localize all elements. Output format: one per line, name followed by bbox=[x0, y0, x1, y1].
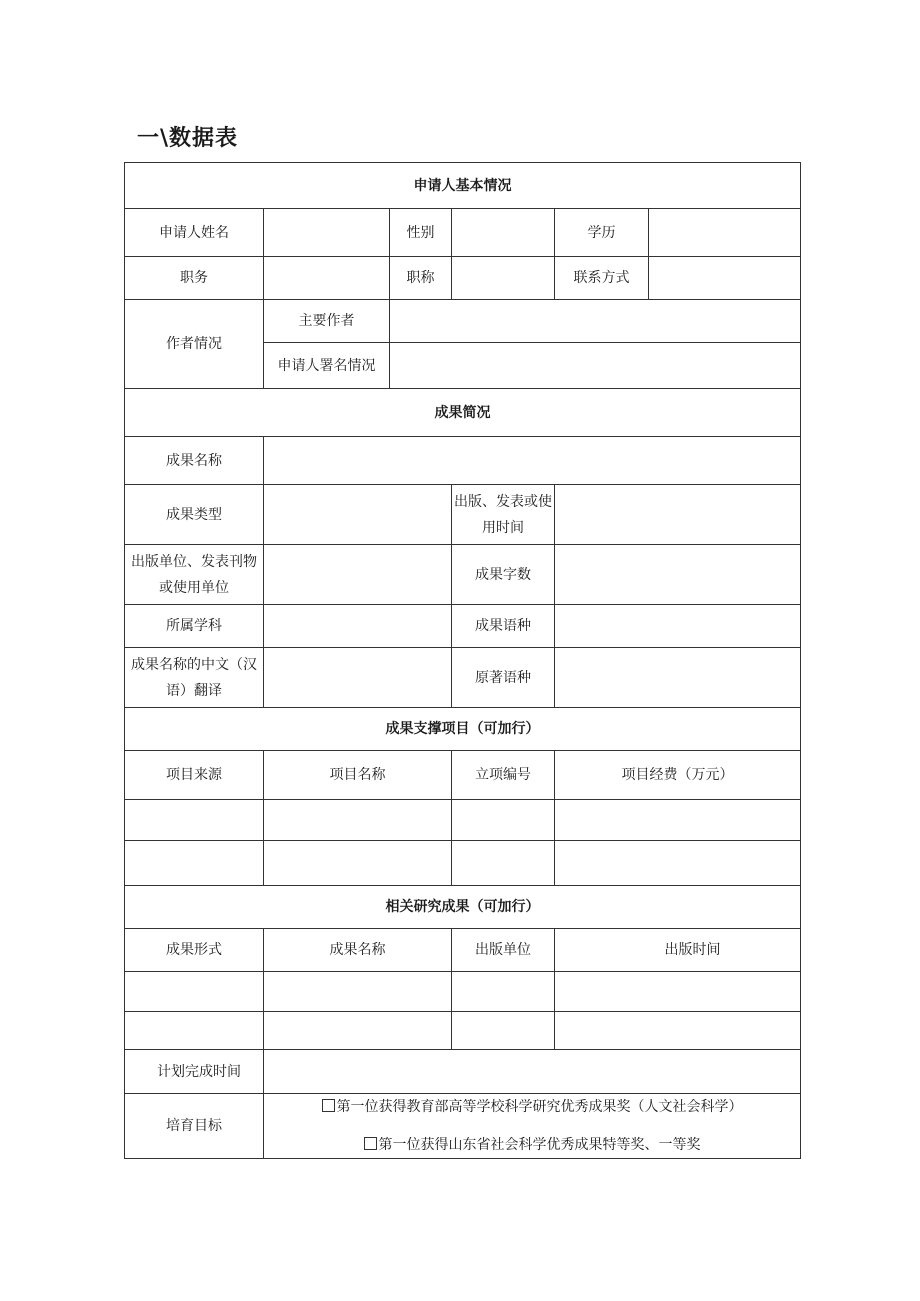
goal-label: 培育目标 bbox=[125, 1094, 264, 1159]
project-name-cell[interactable] bbox=[264, 841, 452, 886]
result-type-field[interactable] bbox=[264, 485, 452, 545]
position-label: 职务 bbox=[125, 257, 264, 300]
checkbox-icon[interactable] bbox=[364, 1137, 377, 1150]
publish-time-field[interactable] bbox=[555, 485, 801, 545]
related-time-cell[interactable] bbox=[555, 972, 801, 1012]
original-language-field[interactable] bbox=[555, 648, 801, 708]
translation-field[interactable] bbox=[264, 648, 452, 708]
goal-option[interactable] bbox=[266, 1132, 798, 1158]
goal-option[interactable] bbox=[266, 1094, 798, 1120]
result-type-label: 成果类型 bbox=[125, 485, 264, 545]
result-name-field[interactable] bbox=[264, 437, 801, 485]
author-info-label: 作者情况 bbox=[125, 300, 264, 389]
table-row bbox=[125, 1012, 801, 1050]
goal-option-label: 第一位获得山东省社会科学优秀成果特等奖、一等奖 bbox=[378, 1137, 701, 1153]
checkbox-icon[interactable] bbox=[322, 1099, 335, 1112]
discipline-label: 所属学科 bbox=[125, 605, 264, 648]
goal-option-label: 第一位获得教育部高等学校科学研究优秀成果奖（人文社会科学） bbox=[336, 1099, 743, 1115]
applicant-name-label: 申请人姓名 bbox=[125, 209, 264, 257]
gender-field[interactable] bbox=[452, 209, 555, 257]
related-form-cell[interactable] bbox=[125, 972, 264, 1012]
project-funding-cell[interactable] bbox=[555, 800, 801, 841]
position-field[interactable] bbox=[264, 257, 390, 300]
result-name-label: 成果名称 bbox=[125, 437, 264, 485]
completion-time-label: 计划完成时间 bbox=[125, 1050, 264, 1094]
related-name-cell[interactable] bbox=[264, 1012, 452, 1050]
main-author-label: 主要作者 bbox=[264, 300, 390, 343]
language-field[interactable] bbox=[555, 605, 801, 648]
project-number-cell[interactable] bbox=[452, 800, 555, 841]
project-name-cell[interactable] bbox=[264, 800, 452, 841]
related-publisher-header: 出版单位 bbox=[452, 929, 555, 972]
section-projects: 成果支撑项目（可加行） bbox=[125, 708, 801, 751]
related-name-header: 成果名称 bbox=[264, 929, 452, 972]
project-source-cell[interactable] bbox=[125, 841, 264, 886]
related-form-cell[interactable] bbox=[125, 1012, 264, 1050]
gender-label: 性别 bbox=[390, 209, 452, 257]
word-count-field[interactable] bbox=[555, 545, 801, 605]
section-applicant: 申请人基本情况 bbox=[125, 163, 801, 209]
publisher-field[interactable] bbox=[264, 545, 452, 605]
rank-label: 职称 bbox=[390, 257, 452, 300]
signature-label: 申请人署名情况 bbox=[264, 343, 390, 389]
related-time-cell[interactable] bbox=[555, 1012, 801, 1050]
project-number-header: 立项编号 bbox=[452, 751, 555, 800]
language-label: 成果语种 bbox=[452, 605, 555, 648]
related-publisher-cell[interactable] bbox=[452, 1012, 555, 1050]
discipline-field[interactable] bbox=[264, 605, 452, 648]
publish-time-label: 出版、发表或使用时间 bbox=[452, 485, 555, 545]
completion-time-field[interactable] bbox=[264, 1050, 801, 1094]
related-time-header: 出版时间 bbox=[555, 929, 801, 972]
table-row bbox=[125, 841, 801, 886]
main-author-field[interactable] bbox=[390, 300, 801, 343]
original-language-label: 原著语种 bbox=[452, 648, 555, 708]
related-publisher-cell[interactable] bbox=[452, 972, 555, 1012]
project-source-header: 项目来源 bbox=[125, 751, 264, 800]
table-row bbox=[125, 972, 801, 1012]
project-number-cell[interactable] bbox=[452, 841, 555, 886]
section-related: 相关研究成果（可加行） bbox=[125, 886, 801, 929]
signature-field[interactable] bbox=[390, 343, 801, 389]
contact-field[interactable] bbox=[649, 257, 801, 300]
rank-field[interactable] bbox=[452, 257, 555, 300]
applicant-name-field[interactable] bbox=[264, 209, 390, 257]
education-label: 学历 bbox=[555, 209, 649, 257]
goal-options bbox=[264, 1094, 801, 1159]
related-form-header: 成果形式 bbox=[125, 929, 264, 972]
page-title: 一\数据表 bbox=[137, 126, 239, 151]
project-source-cell[interactable] bbox=[125, 800, 264, 841]
education-field[interactable] bbox=[649, 209, 801, 257]
table-row bbox=[125, 800, 801, 841]
project-name-header: 项目名称 bbox=[264, 751, 452, 800]
word-count-label: 成果字数 bbox=[452, 545, 555, 605]
section-result: 成果简况 bbox=[125, 389, 801, 437]
data-form-table bbox=[124, 162, 801, 1159]
project-funding-cell[interactable] bbox=[555, 841, 801, 886]
publisher-label: 出版单位、发表刊物或使用单位 bbox=[125, 545, 264, 605]
contact-label: 联系方式 bbox=[555, 257, 649, 300]
related-name-cell[interactable] bbox=[264, 972, 452, 1012]
translation-label: 成果名称的中文（汉语）翻译 bbox=[125, 648, 264, 708]
project-funding-header: 项目经费（万元） bbox=[555, 751, 801, 800]
